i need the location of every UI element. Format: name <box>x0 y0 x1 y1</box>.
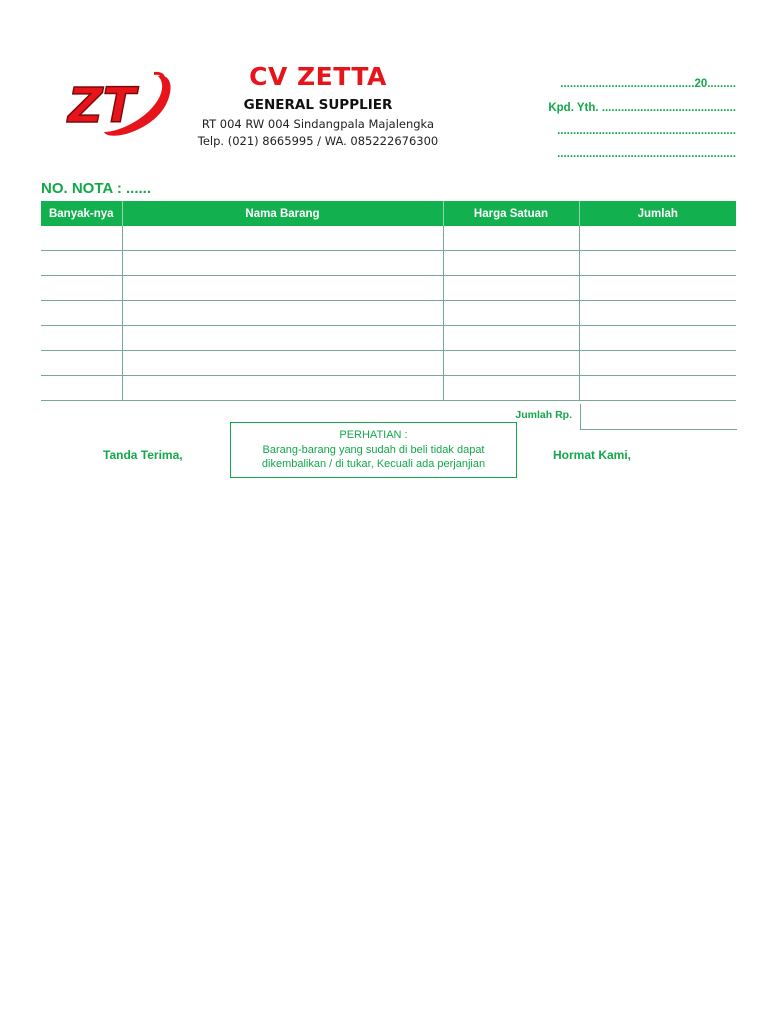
sender-signature-label: Hormat Kami, <box>553 448 632 462</box>
unit-price-cell[interactable] <box>443 226 579 251</box>
unit-price-cell[interactable] <box>443 351 579 376</box>
item-name-cell[interactable] <box>122 251 443 276</box>
nota-number: NO. NOTA : ...... <box>41 180 151 197</box>
unit-price-cell[interactable] <box>443 376 579 401</box>
unit-price-cell[interactable] <box>443 251 579 276</box>
item-name-cell[interactable] <box>122 326 443 351</box>
address-line-2: ........................................................ <box>557 148 736 160</box>
item-name-cell[interactable] <box>122 351 443 376</box>
column-header-quantity: Banyak-nya <box>41 201 122 226</box>
total-cell[interactable] <box>579 351 736 376</box>
date-line: ..........................................20......... <box>560 78 736 90</box>
quantity-cell[interactable] <box>41 376 122 401</box>
table-row <box>41 301 736 326</box>
recipient-line: Kpd. Yth. .......................................... <box>548 102 736 114</box>
table-row <box>41 351 736 376</box>
quantity-cell[interactable] <box>41 251 122 276</box>
company-logo <box>66 68 172 138</box>
items-table <box>41 201 736 401</box>
table-row <box>41 251 736 276</box>
address-line-1: ........................................................ <box>557 125 736 137</box>
total-cell[interactable] <box>579 376 736 401</box>
notice-title: PERHATIAN : <box>339 429 408 441</box>
company-name: CV ZETTA <box>249 62 387 91</box>
quantity-cell[interactable] <box>41 351 122 376</box>
unit-price-cell[interactable] <box>443 276 579 301</box>
total-cell[interactable] <box>579 276 736 301</box>
quantity-cell[interactable] <box>41 276 122 301</box>
total-cell[interactable] <box>579 251 736 276</box>
table-row <box>41 226 736 251</box>
receiver-signature-label: Tanda Terima, <box>103 448 183 462</box>
unit-price-cell[interactable] <box>443 301 579 326</box>
column-header-unit-price: Harga Satuan <box>443 201 579 226</box>
total-cell[interactable] <box>579 226 736 251</box>
quantity-cell[interactable] <box>41 326 122 351</box>
table-row <box>41 326 736 351</box>
item-name-cell[interactable] <box>122 226 443 251</box>
total-cell[interactable] <box>579 326 736 351</box>
column-header-total: Jumlah <box>579 201 736 226</box>
table-row <box>41 376 736 401</box>
company-phone: Telp. (021) 8665995 / WA. 085222676300 <box>197 134 439 148</box>
table-row <box>41 276 736 301</box>
total-cell[interactable] <box>579 301 736 326</box>
notice-line-2: dikembalikan / di tukar, Kecuali ada perjanjian <box>261 458 486 470</box>
table-header-row <box>41 201 736 226</box>
unit-price-cell[interactable] <box>443 326 579 351</box>
total-amount-field[interactable] <box>580 404 737 430</box>
notice-line-1: Barang-barang yang sudah di beli tidak dapat <box>262 443 485 456</box>
quantity-cell[interactable] <box>41 301 122 326</box>
column-header-item-name: Nama Barang <box>122 201 443 226</box>
total-label: Jumlah Rp. <box>515 409 572 421</box>
item-name-cell[interactable] <box>122 301 443 326</box>
company-subtitle: GENERAL SUPPLIER <box>243 97 393 113</box>
item-name-cell[interactable] <box>122 376 443 401</box>
notice-box <box>230 422 517 478</box>
company-address: RT 004 RW 004 Sindangpala Majalengka <box>201 117 435 131</box>
logo-text: ZT <box>68 78 136 134</box>
quantity-cell[interactable] <box>41 226 122 251</box>
item-name-cell[interactable] <box>122 276 443 301</box>
